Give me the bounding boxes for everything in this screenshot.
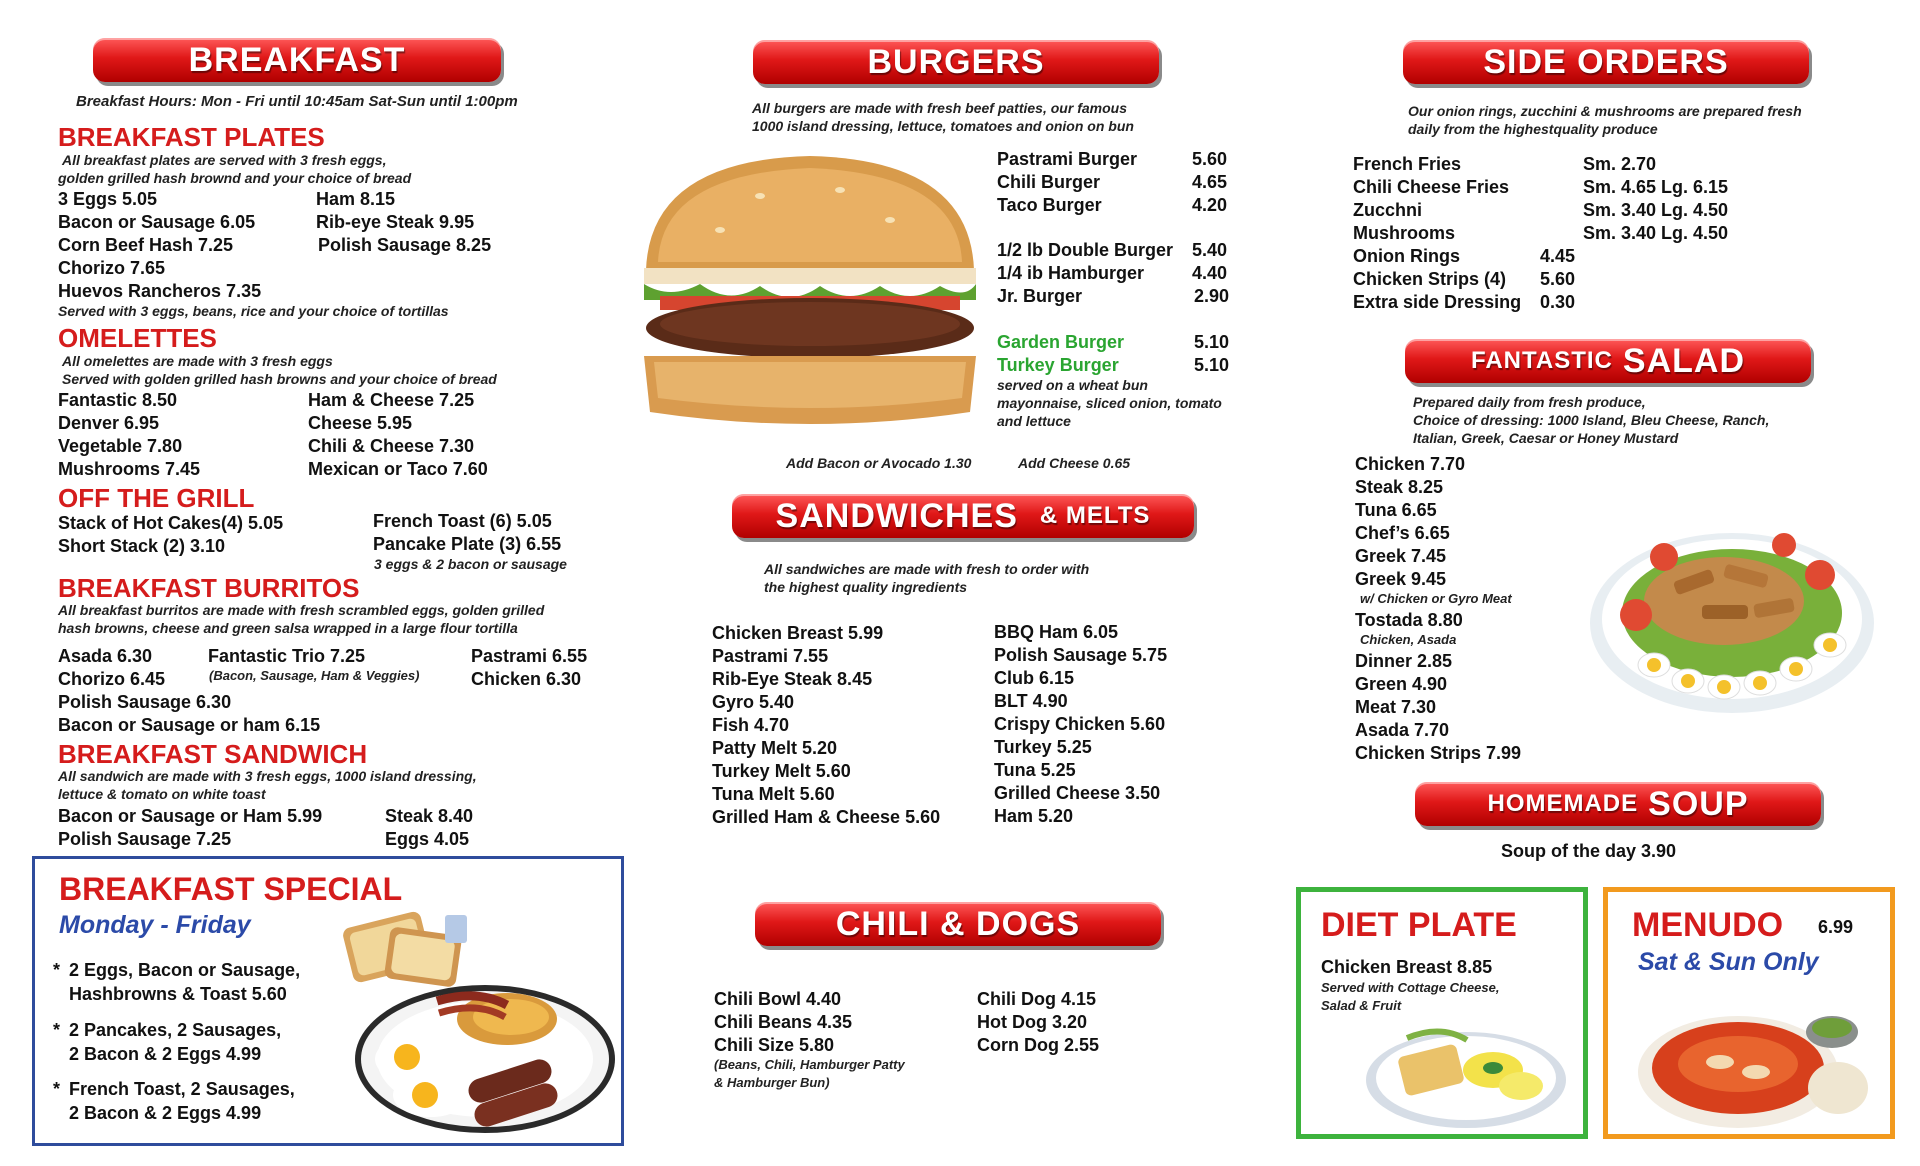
bullet: * xyxy=(53,1020,61,1040)
side-item-price: Sm. 4.65 Lg. 6.15 xyxy=(1583,177,1729,197)
menu-item: Asada 6.30 xyxy=(58,646,153,666)
menu-item: Chili Beans 4.35 xyxy=(714,1012,853,1032)
side-item-name: Chicken Strips (4) xyxy=(1353,269,1507,289)
menu-item: Short Stack (2) 3.10 xyxy=(58,536,226,556)
menudo-box xyxy=(1603,887,1895,1139)
menu-item: Bacon or Sausage 6.05 xyxy=(58,212,256,232)
menu-item: Club 6.15 xyxy=(994,668,1075,688)
side-item-price: Sm. 3.40 Lg. 4.50 xyxy=(1583,223,1729,243)
menu-item: Steak 8.40 xyxy=(385,806,474,826)
burgers-banner: BURGERS xyxy=(753,40,1159,84)
plates-note-2: golden grilled hash brownd and your choice of bread xyxy=(58,170,412,186)
omelettes-note-1: All omelettes are made with 3 fresh eggs xyxy=(62,353,333,369)
menu-item-name: 1/4 ib Hamburger xyxy=(997,263,1145,283)
menu-item: Hot Dog 3.20 xyxy=(977,1012,1088,1032)
special-item-line: 2 Pancakes, 2 Sausages, xyxy=(69,1020,282,1040)
menu-item: Fantastic Trio 7.25 xyxy=(208,646,366,666)
bullet: * xyxy=(53,1079,61,1099)
side-item-price: 4.45 xyxy=(1540,246,1576,266)
menu-item: Tuna 6.65 xyxy=(1355,500,1437,520)
menu-item: Polish Sausage 8.25 xyxy=(318,235,492,255)
menu-item: Greek 9.45 xyxy=(1355,569,1447,589)
chili-dogs-banner: CHILI & DOGS xyxy=(755,902,1161,946)
wheat-note-1: served on a wheat bun xyxy=(997,377,1148,393)
menu-item-name: Jr. Burger xyxy=(997,286,1083,306)
menu-item: Chicken 7.70 xyxy=(1355,454,1466,474)
special-item-line: French Toast, 2 Sausages, xyxy=(69,1079,295,1099)
diet-note-2: Salad & Fruit xyxy=(1321,998,1402,1013)
menu-item: Crispy Chicken 5.60 xyxy=(994,714,1166,734)
breakfast-special-box xyxy=(32,856,624,1146)
sandwiches-note-1: All sandwiches are made with fresh to order with xyxy=(764,561,1090,577)
menu-item: Tostada 8.80 xyxy=(1355,610,1463,630)
menu-item: Ham 8.15 xyxy=(316,189,396,209)
side-item-price: Sm. 2.70 xyxy=(1583,154,1657,174)
diet-plate-box xyxy=(1296,887,1588,1139)
add-bacon-note: Add Bacon or Avocado 1.30 xyxy=(786,455,972,471)
omelettes-title: OMELETTES xyxy=(58,323,217,353)
menu-item: Bacon or Sausage or ham 6.15 xyxy=(58,715,321,735)
side-orders-banner: SIDE ORDERS xyxy=(1403,40,1809,84)
side-item-price: 5.60 xyxy=(1540,269,1576,289)
menu-item: Chili Size 5.80 xyxy=(714,1035,835,1055)
menu-item: Chicken 6.30 xyxy=(471,669,582,689)
diet-plate-title: DIET PLATE xyxy=(1321,906,1517,944)
menu-item: Mushrooms 7.45 xyxy=(58,459,201,479)
greek-note: w/ Chicken or Gyro Meat xyxy=(1360,591,1512,606)
menu-item: 3 Eggs 5.05 xyxy=(58,189,158,209)
menu-item-price: 4.20 xyxy=(1192,195,1228,215)
tostada-note: Chicken, Asada xyxy=(1360,632,1457,647)
menu-item: Polish Sausage 7.25 xyxy=(58,829,232,849)
burger-photo xyxy=(640,150,980,440)
menu-item-name: Pastrami Burger xyxy=(997,149,1138,169)
side-item-price: Sm. 3.40 Lg. 4.50 xyxy=(1583,200,1729,220)
bullet: * xyxy=(53,960,61,980)
salad-note-2: Choice of dressing: 1000 Island, Bleu Cheese, Ranch, xyxy=(1413,412,1770,428)
menu-item-name: Taco Burger xyxy=(997,195,1102,215)
menu-item: Chorizo 7.65 xyxy=(58,258,166,278)
sandwiches-note-2: the highest quality ingredients xyxy=(764,579,968,595)
menu-item: Chicken Breast 5.99 xyxy=(712,623,884,643)
burritos-note-1: All breakfast burritos are made with fresh scrambled eggs, golden grilled xyxy=(58,602,545,618)
menudo-days: Sat & Sun Only xyxy=(1638,948,1819,976)
menu-item: Chef’s 6.65 xyxy=(1355,523,1450,543)
trio-note: (Bacon, Sausage, Ham & Veggies) xyxy=(209,668,420,683)
menu-item: Bacon or Sausage or Ham 5.99 xyxy=(58,806,323,826)
breakfast-plates-title: BREAKFAST PLATES xyxy=(58,122,325,152)
side-item-name: Zucchni xyxy=(1353,200,1423,220)
side-item-name: Onion Rings xyxy=(1353,246,1460,266)
sides-note-1: Our onion rings, zucchini & mushrooms are prepared fresh xyxy=(1408,103,1802,119)
menu-item: Corn Dog 2.55 xyxy=(977,1035,1100,1055)
menu-item: Chicken Strips 7.99 xyxy=(1355,743,1522,763)
salad-note-3: Italian, Greek, Caesar or Honey Mustard xyxy=(1413,430,1679,446)
menu-item: Ham & Cheese 7.25 xyxy=(308,390,475,410)
special-item-line: 2 Eggs, Bacon or Sausage, xyxy=(69,960,301,980)
special-item-line: 2 Bacon & 2 Eggs 4.99 xyxy=(69,1103,262,1123)
salad-banner: FANTASTIC SALAD xyxy=(1405,339,1811,383)
menu-item: Tuna 5.25 xyxy=(994,760,1076,780)
menudo-price: 6.99 xyxy=(1818,917,1854,937)
menu-item-price: 4.40 xyxy=(1192,263,1228,283)
menu-item: Gyro 5.40 xyxy=(712,692,795,712)
menu-item: Greek 7.45 xyxy=(1355,546,1447,566)
breakfast-plate-photo xyxy=(327,909,619,1139)
menu-item-name: Garden Burger xyxy=(997,332,1125,352)
menu-item-name: Chili Burger xyxy=(997,172,1101,192)
menu-item: Pastrami 7.55 xyxy=(712,646,829,666)
sides-note-2: daily from the highestquality produce xyxy=(1408,121,1658,137)
menu-item: Fantastic 8.50 xyxy=(58,390,178,410)
menu-item: BBQ Ham 6.05 xyxy=(994,622,1119,642)
menu-item: Turkey Melt 5.60 xyxy=(712,761,851,781)
burgers-note-2: 1000 island dressing, lettuce, tomatoes and onion on bun xyxy=(752,118,1134,134)
menu-item-price: 2.90 xyxy=(1194,286,1230,306)
special-item-line: 2 Bacon & 2 Eggs 4.99 xyxy=(69,1044,262,1064)
plates-note-1: All breakfast plates are served with 3 fresh eggs, xyxy=(62,152,387,168)
wheat-note-2: mayonnaise, sliced onion, tomato xyxy=(997,395,1222,411)
menu-item: Meat 7.30 xyxy=(1355,697,1437,717)
breakfast-sandwich-title: BREAKFAST SANDWICH xyxy=(58,739,368,769)
omelettes-note-2: Served with golden grilled hash browns and your choice of bread xyxy=(62,371,497,387)
menu-item: Huevos Rancheros 7.35 xyxy=(58,281,262,301)
special-item-line: Hashbrowns & Toast 5.60 xyxy=(69,984,287,1004)
diet-plate-photo xyxy=(1361,1010,1571,1134)
menu-item: Rib-Eye Steak 8.45 xyxy=(712,669,873,689)
menu-item: Fish 4.70 xyxy=(712,715,790,735)
menu-item: Chili Dog 4.15 xyxy=(977,989,1097,1009)
breakfast-banner: BREAKFAST xyxy=(93,38,501,82)
menu-item: Polish Sausage 6.30 xyxy=(58,692,232,712)
menu-item: Pancake Plate (3) 6.55 xyxy=(373,534,562,554)
menu-item: Eggs 4.05 xyxy=(385,829,470,849)
menu-item: Rib-eye Steak 9.95 xyxy=(316,212,475,232)
wheat-note-3: and lettuce xyxy=(997,413,1071,429)
menu-item: Steak 8.25 xyxy=(1355,477,1444,497)
menu-item: BLT 4.90 xyxy=(994,691,1068,711)
menu-item: Pastrami 6.55 xyxy=(471,646,588,666)
side-item-price: 0.30 xyxy=(1540,292,1576,312)
menu-item: French Toast (6) 5.05 xyxy=(373,511,552,531)
menu-item: Asada 7.70 xyxy=(1355,720,1450,740)
menu-item: Polish Sausage 5.75 xyxy=(994,645,1168,665)
menu-item: Ham 5.20 xyxy=(994,806,1074,826)
menu-item-price: 5.60 xyxy=(1192,149,1228,169)
side-item-name: Mushrooms xyxy=(1353,223,1456,243)
side-item-name: Chili Cheese Fries xyxy=(1353,177,1510,197)
menu-item: Cheese 5.95 xyxy=(308,413,413,433)
sandwiches-banner: SANDWICHES & MELTS xyxy=(732,494,1194,538)
side-item-name: Extra side Dressing xyxy=(1353,292,1522,312)
off-the-grill-title: OFF THE GRILL xyxy=(58,483,255,513)
rancheros-note: Served with 3 eggs, beans, rice and your choice of tortillas xyxy=(58,303,449,319)
burritos-title: BREAKFAST BURRITOS xyxy=(58,573,360,603)
menu-item: Stack of Hot Cakes(4) 5.05 xyxy=(58,513,284,533)
menu-item-price: 5.40 xyxy=(1192,240,1228,260)
diet-plate-item: Chicken Breast 8.85 xyxy=(1321,957,1493,977)
sandwich-note-2: lettuce & tomato on white toast xyxy=(58,786,266,802)
breakfast-special-days: Monday - Friday xyxy=(59,911,251,939)
chili-size-note-1: (Beans, Chili, Hamburger Patty xyxy=(714,1057,905,1072)
menu-item-price: 5.10 xyxy=(1194,355,1230,375)
menu-item: Grilled Cheese 3.50 xyxy=(994,783,1161,803)
side-item-name: French Fries xyxy=(1353,154,1462,174)
menu-item: Dinner 2.85 xyxy=(1355,651,1453,671)
salad-photo xyxy=(1584,505,1880,725)
menu-item-price: 5.10 xyxy=(1194,332,1230,352)
menu-item: Green 4.90 xyxy=(1355,674,1448,694)
salad-note-1: Prepared daily from fresh produce, xyxy=(1413,394,1646,410)
menu-item: Patty Melt 5.20 xyxy=(712,738,838,758)
burgers-note-1: All burgers are made with fresh beef patties, our famous xyxy=(752,100,1127,116)
menu-item-price: 4.65 xyxy=(1192,172,1228,192)
soup-banner: HOMEMADE SOUP xyxy=(1415,782,1821,826)
soup-of-the-day: Soup of the day 3.90 xyxy=(1501,841,1677,861)
menu-item: Mexican or Taco 7.60 xyxy=(308,459,488,479)
menu-item: Turkey 5.25 xyxy=(994,737,1092,757)
menu-item: Chorizo 6.45 xyxy=(58,669,166,689)
menudo-title: MENUDO xyxy=(1632,906,1784,944)
chili-size-note-2: & Hamburger Bun) xyxy=(714,1075,830,1090)
menu-item: Grilled Ham & Cheese 5.60 xyxy=(712,807,941,827)
burritos-note-2: hash browns, cheese and green salsa wrapped in a large flour tortilla xyxy=(58,620,518,636)
menu-item: Chili Bowl 4.40 xyxy=(714,989,842,1009)
menu-item: Corn Beef Hash 7.25 xyxy=(58,235,234,255)
pancake-note: 3 eggs & 2 bacon or sausage xyxy=(374,556,567,572)
breakfast-special-title: BREAKFAST SPECIAL xyxy=(59,871,403,907)
breakfast-hours: Breakfast Hours: Mon - Fri until 10:45am Sat-Sun until 1:00pm xyxy=(76,93,518,110)
menu-item: Tuna Melt 5.60 xyxy=(712,784,835,804)
diet-note-1: Served with Cottage Cheese, xyxy=(1321,980,1500,995)
menudo-photo xyxy=(1628,992,1884,1132)
sandwich-note-1: All sandwich are made with 3 fresh eggs, 1000 island dressing, xyxy=(58,768,477,784)
menu-item-name: 1/2 lb Double Burger xyxy=(997,240,1174,260)
menu-item: Vegetable 7.80 xyxy=(58,436,183,456)
add-cheese-note: Add Cheese 0.65 xyxy=(1018,455,1131,471)
menu-item: Chili & Cheese 7.30 xyxy=(308,436,475,456)
menu-item: Denver 6.95 xyxy=(58,413,160,433)
menu-item-name: Turkey Burger xyxy=(997,355,1119,375)
